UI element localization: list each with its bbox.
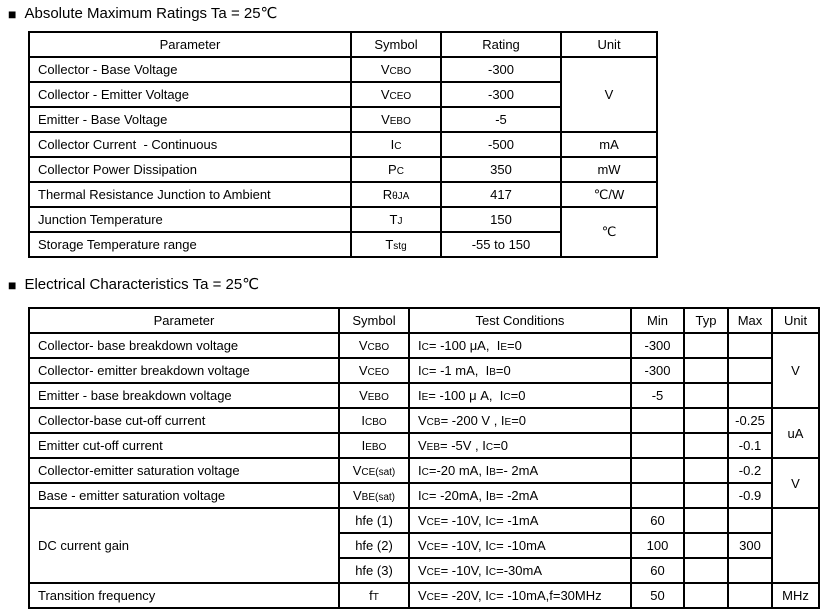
cell-typ xyxy=(684,333,728,358)
cell-test-conditions xyxy=(409,483,631,508)
cell-text: 350 xyxy=(490,162,512,177)
subscript-text: CEO xyxy=(367,367,390,378)
cell-max xyxy=(728,383,772,408)
cell-text: = -1mA xyxy=(496,513,539,528)
cell-text: -55 to 150 xyxy=(471,237,531,252)
subscript-text: E xyxy=(504,417,512,428)
cell-text: = -200 V , xyxy=(440,413,501,428)
cell-text: = -10V, xyxy=(440,538,486,553)
header-row xyxy=(29,308,819,333)
cell-symbol xyxy=(351,232,441,257)
table-row xyxy=(29,408,819,433)
cell-text: -300 xyxy=(644,363,671,378)
cell-text: =-30mA xyxy=(496,563,543,578)
cell-max xyxy=(728,558,772,583)
cell-text: Junction Temperature xyxy=(38,212,163,227)
absolute-maximum-ratings-table xyxy=(28,31,658,258)
cell-test-conditions xyxy=(409,533,631,558)
cell-test-conditions xyxy=(409,358,631,383)
cell-typ xyxy=(684,433,728,458)
cell-text: I xyxy=(361,413,365,428)
subscript-text: CE xyxy=(426,567,441,578)
subscript-text: C xyxy=(394,141,402,152)
subscript-text: B xyxy=(489,467,496,478)
subscript-text: C xyxy=(488,517,497,528)
cell-unit xyxy=(772,333,819,408)
table-row xyxy=(29,132,657,157)
cell-symbol xyxy=(351,107,441,132)
cell-text: Thermal Resistance Junction to Ambient xyxy=(38,187,271,202)
cell-rating xyxy=(441,132,561,157)
header-row xyxy=(29,32,657,57)
cell-text: V xyxy=(352,488,362,503)
column-header-symbol: Symbol xyxy=(351,32,441,57)
table-row xyxy=(29,483,819,508)
section-marker-icon: ■ xyxy=(8,277,17,293)
cell-symbol xyxy=(339,483,409,508)
table-row xyxy=(29,508,819,533)
cell-text: Base - emitter saturation voltage xyxy=(38,488,226,503)
cell-symbol xyxy=(351,182,441,207)
cell-text: I xyxy=(482,438,486,453)
cell-text: = -1 mA, xyxy=(428,363,486,378)
cell-text: = -10mA,f=30MHz xyxy=(496,588,602,603)
section-marker-icon: ■ xyxy=(8,6,17,22)
cell-max xyxy=(728,483,772,508)
cell-text: 300 xyxy=(739,538,761,553)
column-header-unit: Unit xyxy=(561,32,657,57)
cell-text: = -20mA, xyxy=(428,488,486,503)
cell-text: I xyxy=(485,363,490,378)
section-title-text: Electrical Characteristics Ta = 25℃ xyxy=(24,276,260,293)
cell-text: I xyxy=(496,338,501,353)
subscript-text: B xyxy=(489,367,496,378)
cell-min xyxy=(631,583,684,608)
column-header-max: Max xyxy=(728,308,772,333)
cell-text: I xyxy=(485,588,489,603)
cell-text: 60 xyxy=(650,513,665,528)
cell-parameter xyxy=(29,583,339,608)
cell-text: I xyxy=(418,488,422,503)
subscript-text: CE xyxy=(426,542,441,553)
cell-rating xyxy=(441,107,561,132)
cell-parameter xyxy=(29,57,351,82)
cell-text: Collector Current - Continuous xyxy=(38,137,218,152)
cell-text: V xyxy=(381,112,390,127)
subscript-text: stg xyxy=(393,241,407,252)
cell-text: Collector- emitter breakdown voltage xyxy=(38,363,250,378)
cell-text: = -10mA xyxy=(496,538,546,553)
subscript-text: CBO xyxy=(367,342,390,353)
cell-text: =0 xyxy=(507,338,522,353)
cell-typ xyxy=(684,533,728,558)
cell-symbol xyxy=(339,333,409,358)
subscript-text: CBO xyxy=(389,66,412,77)
subscript-text: C xyxy=(488,542,497,553)
cell-symbol xyxy=(351,82,441,107)
cell-text: P xyxy=(388,162,397,177)
subscript-text: C xyxy=(488,567,497,578)
cell-text: -0.2 xyxy=(738,463,762,478)
subscript-text: θJA xyxy=(392,191,410,202)
cell-min xyxy=(631,558,684,583)
cell-text: Collector - Base Voltage xyxy=(38,62,178,77)
cell-min xyxy=(631,433,684,458)
cell-text: V xyxy=(418,588,427,603)
cell-parameter xyxy=(29,132,351,157)
cell-symbol xyxy=(339,583,409,608)
cell-text: Collector-emitter saturation voltage xyxy=(38,463,240,478)
cell-typ xyxy=(684,408,728,433)
subscript-text: C xyxy=(421,342,429,353)
cell-symbol xyxy=(351,132,441,157)
cell-test-conditions xyxy=(409,383,631,408)
cell-typ xyxy=(684,583,728,608)
cell-text: ℃ xyxy=(601,224,617,239)
cell-text: V xyxy=(418,438,427,453)
cell-text: I xyxy=(485,513,489,528)
cell-text: =0 xyxy=(511,413,527,428)
cell-text: 60 xyxy=(650,563,665,578)
cell-test-conditions xyxy=(409,458,631,483)
cell-text: uA xyxy=(787,425,804,441)
cell-rating xyxy=(441,82,561,107)
cell-text: V xyxy=(352,463,362,478)
cell-min xyxy=(631,508,684,533)
table-row xyxy=(29,358,819,383)
cell-text: -0.25 xyxy=(735,413,765,428)
cell-text: =0 xyxy=(510,388,526,403)
subscript-text: E xyxy=(500,342,507,353)
subscript-text: CE(sat) xyxy=(361,467,396,478)
cell-parameter xyxy=(29,383,339,408)
cell-text: V xyxy=(358,363,368,378)
cell-text: Transition frequency xyxy=(38,588,156,603)
cell-text: =0 xyxy=(493,438,508,453)
cell-text: V xyxy=(358,338,368,353)
cell-typ xyxy=(684,383,728,408)
cell-text: =0 xyxy=(495,363,511,378)
cell-max xyxy=(728,333,772,358)
cell-text: Collector- base breakdown voltage xyxy=(38,338,239,353)
cell-rating xyxy=(441,157,561,182)
cell-min xyxy=(631,383,684,408)
subscript-text: CE xyxy=(426,592,441,603)
cell-test-conditions xyxy=(409,433,631,458)
subscript-text: C xyxy=(421,367,429,378)
cell-unit xyxy=(561,207,657,257)
cell-symbol xyxy=(339,508,409,533)
subscript-text: CB xyxy=(426,417,441,428)
cell-text: hfe (3) xyxy=(355,563,393,578)
cell-text: I xyxy=(485,563,489,578)
cell-test-conditions xyxy=(409,333,631,358)
cell-rating xyxy=(441,57,561,82)
subscript-text: EBO xyxy=(365,442,387,453)
cell-symbol xyxy=(351,207,441,232)
cell-text: -0.1 xyxy=(738,438,762,453)
cell-text: V xyxy=(418,538,427,553)
subscript-text: T xyxy=(372,592,379,603)
table-row xyxy=(29,182,657,207)
column-header-parameter: Parameter xyxy=(29,308,339,333)
cell-text: hfe (2) xyxy=(355,538,393,553)
subscript-text: EB xyxy=(426,442,441,453)
cell-text: V xyxy=(380,62,390,77)
subscript-text: CE xyxy=(426,517,441,528)
cell-text: -0.9 xyxy=(738,488,762,503)
cell-text: V xyxy=(791,475,800,491)
cell-text: I xyxy=(390,137,395,152)
column-header-test-conditions: Test Conditions xyxy=(409,308,631,333)
cell-text: = -5V , xyxy=(440,438,483,453)
subscript-text: C xyxy=(396,166,404,177)
cell-max xyxy=(728,458,772,483)
cell-unit xyxy=(561,57,657,132)
cell-typ xyxy=(684,558,728,583)
cell-parameter xyxy=(29,333,339,358)
cell-min xyxy=(631,333,684,358)
cell-unit xyxy=(561,157,657,182)
cell-symbol xyxy=(339,558,409,583)
cell-text: 50 xyxy=(650,588,665,603)
table-row xyxy=(29,157,657,182)
cell-text: I xyxy=(485,463,490,478)
cell-unit xyxy=(561,132,657,157)
cell-text: T xyxy=(385,237,394,252)
cell-max xyxy=(728,358,772,383)
cell-text: V xyxy=(359,388,368,403)
cell-text: =- 2mA xyxy=(495,463,539,478)
electrical-characteristics-table xyxy=(28,307,820,609)
table-row xyxy=(29,433,819,458)
cell-text: DC current gain xyxy=(38,538,130,553)
subscript-text: B xyxy=(489,492,496,503)
cell-parameter xyxy=(29,157,351,182)
cell-parameter xyxy=(29,107,351,132)
cell-min xyxy=(631,458,684,483)
subscript-text: CEO xyxy=(389,91,412,102)
cell-max xyxy=(728,508,772,533)
cell-typ xyxy=(684,483,728,508)
cell-text: -5 xyxy=(651,388,664,403)
section-title-electrical-characteristics xyxy=(8,276,259,294)
cell-test-conditions xyxy=(409,558,631,583)
cell-rating xyxy=(441,232,561,257)
cell-min xyxy=(631,358,684,383)
cell-text: -300 xyxy=(487,62,515,77)
cell-parameter xyxy=(29,232,351,257)
cell-parameter xyxy=(29,483,339,508)
cell-unit xyxy=(561,182,657,207)
cell-unit xyxy=(772,508,819,583)
cell-text: I xyxy=(485,538,489,553)
cell-text: 417 xyxy=(490,187,512,202)
cell-parameter xyxy=(29,458,339,483)
cell-test-conditions xyxy=(409,508,631,533)
cell-text: V xyxy=(418,413,427,428)
cell-text: f xyxy=(369,588,373,603)
subscript-text: C xyxy=(421,492,429,503)
table-row xyxy=(29,207,657,232)
cell-symbol xyxy=(351,57,441,82)
cell-text: -5 xyxy=(495,112,507,127)
cell-text: -300 xyxy=(487,87,515,102)
cell-text: I xyxy=(499,388,504,403)
cell-text: R xyxy=(382,187,393,202)
cell-max xyxy=(728,433,772,458)
cell-symbol xyxy=(339,533,409,558)
cell-text: = -10V, xyxy=(440,513,486,528)
cell-text: Storage Temperature range xyxy=(38,237,197,252)
cell-text: = -100 μ A, xyxy=(428,388,500,403)
cell-symbol xyxy=(339,383,409,408)
cell-unit xyxy=(772,458,819,508)
cell-text: Emitter - base breakdown voltage xyxy=(38,388,232,403)
cell-text: Collector - Emitter Voltage xyxy=(38,87,190,102)
cell-typ xyxy=(684,358,728,383)
subscript-text: J xyxy=(397,216,403,227)
column-header-unit: Unit xyxy=(772,308,819,333)
cell-symbol xyxy=(339,458,409,483)
cell-text: Collector-base cut-off current xyxy=(38,413,206,428)
cell-text: -300 xyxy=(644,338,671,353)
column-header-typ: Typ xyxy=(684,308,728,333)
cell-text: MHz xyxy=(782,588,809,603)
cell-text: 100 xyxy=(646,538,669,553)
cell-parameter xyxy=(29,408,339,433)
cell-symbol xyxy=(339,408,409,433)
cell-text: = -20V, xyxy=(440,588,486,603)
cell-parameter xyxy=(29,433,339,458)
cell-text: I xyxy=(500,413,505,428)
cell-min xyxy=(631,483,684,508)
cell-parameter xyxy=(29,207,351,232)
column-header-parameter: Parameter xyxy=(29,32,351,57)
cell-symbol xyxy=(351,157,441,182)
cell-text: hfe (1) xyxy=(355,513,393,528)
cell-text: mW xyxy=(597,162,621,177)
cell-max xyxy=(728,533,772,558)
cell-rating xyxy=(441,182,561,207)
cell-text: = -10V, xyxy=(440,563,486,578)
cell-text: I xyxy=(485,488,490,503)
cell-text: I xyxy=(418,363,422,378)
subscript-text: C xyxy=(421,467,429,478)
subscript-text: C xyxy=(485,442,494,453)
cell-text: V xyxy=(380,87,390,102)
cell-unit xyxy=(772,408,819,458)
cell-text: V xyxy=(418,513,427,528)
subscript-text: C xyxy=(488,592,497,603)
column-header-rating: Rating xyxy=(441,32,561,57)
cell-symbol xyxy=(339,433,409,458)
cell-parameter xyxy=(29,508,339,583)
cell-max xyxy=(728,583,772,608)
cell-parameter xyxy=(29,82,351,107)
cell-symbol xyxy=(339,358,409,383)
subscript-text: CBO xyxy=(364,417,387,428)
cell-text: =-20 mA, xyxy=(428,463,486,478)
cell-min xyxy=(631,408,684,433)
table-row xyxy=(29,458,819,483)
cell-text: = -2mA xyxy=(495,488,539,503)
table-row xyxy=(29,583,819,608)
column-header-symbol: Symbol xyxy=(339,308,409,333)
cell-test-conditions xyxy=(409,583,631,608)
cell-typ xyxy=(684,458,728,483)
cell-text: Emitter cut-off current xyxy=(38,438,163,453)
cell-text: V xyxy=(604,87,614,102)
cell-rating xyxy=(441,207,561,232)
cell-typ xyxy=(684,508,728,533)
cell-unit xyxy=(772,583,819,608)
cell-parameter xyxy=(29,358,339,383)
cell-text: = -100 μA, xyxy=(428,338,497,353)
subscript-text: BE(sat) xyxy=(361,492,395,503)
table-row xyxy=(29,333,819,358)
cell-text: -500 xyxy=(487,137,515,152)
subscript-text: EBO xyxy=(389,116,411,127)
subscript-text: EBO xyxy=(367,392,389,403)
table-row xyxy=(29,383,819,408)
cell-text: I xyxy=(418,463,422,478)
subscript-text: C xyxy=(503,392,511,403)
table-row xyxy=(29,57,657,82)
cell-parameter xyxy=(29,182,351,207)
cell-text: ℃/W xyxy=(593,186,625,202)
cell-text: T xyxy=(389,212,398,227)
cell-text: I xyxy=(361,438,366,453)
cell-text: Collector Power Dissipation xyxy=(38,162,197,177)
cell-max xyxy=(728,408,772,433)
cell-text: V xyxy=(418,563,427,578)
cell-text: V xyxy=(791,363,800,378)
cell-text: Emitter - Base Voltage xyxy=(38,112,168,127)
cell-min xyxy=(631,533,684,558)
cell-text: I xyxy=(418,338,422,353)
cell-text: mA xyxy=(599,137,619,152)
cell-test-conditions xyxy=(409,408,631,433)
cell-text: 150 xyxy=(490,212,512,227)
section-title-text: Absolute Maximum Ratings Ta = 25℃ xyxy=(24,5,278,22)
column-header-min: Min xyxy=(631,308,684,333)
section-title-absolute-maximum-ratings xyxy=(8,5,277,23)
subscript-text: E xyxy=(421,392,429,403)
cell-text: I xyxy=(418,388,422,403)
